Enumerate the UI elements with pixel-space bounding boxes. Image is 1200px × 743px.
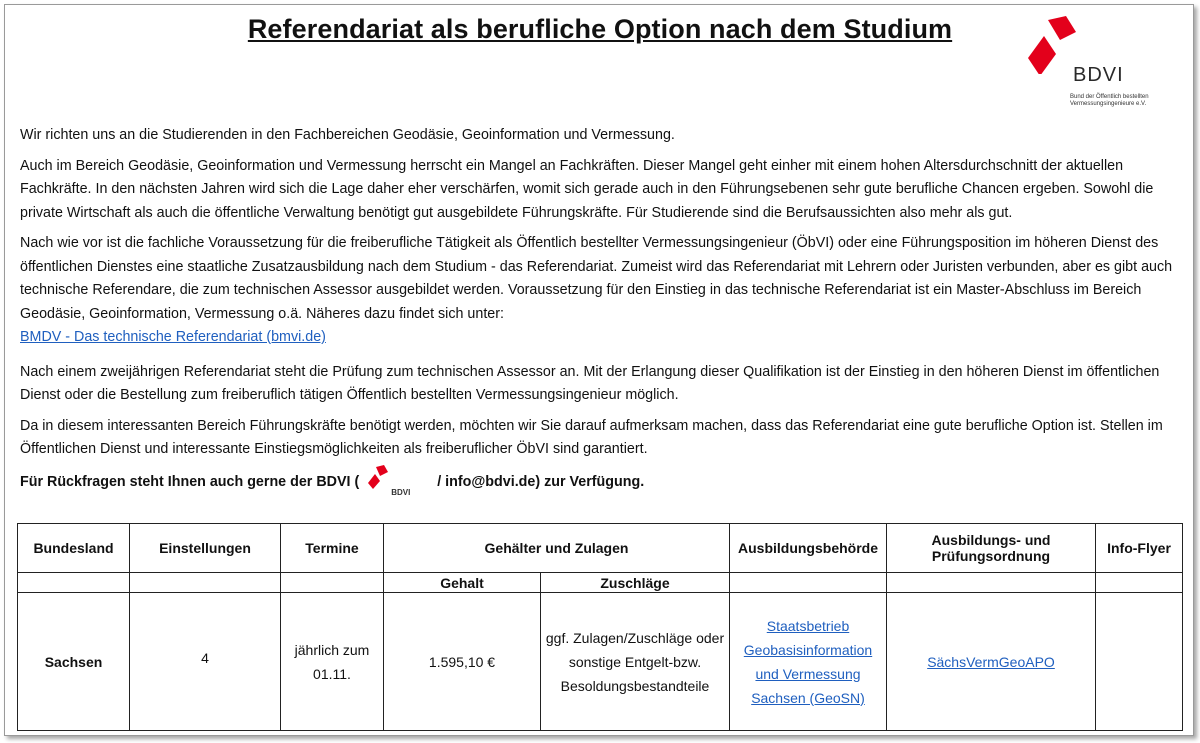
cell-einstellungen: 4 — [130, 593, 281, 731]
subheader-gehalt: Gehalt — [384, 573, 541, 593]
referendariat-table — [17, 523, 1183, 731]
page-title: Referendariat als berufliche Option nach dem Studium — [247, 14, 953, 44]
bdvi-logo[interactable] — [1026, 14, 1149, 124]
contact-text-after: / info@bdvi.de) zur Verfügung. — [437, 473, 645, 490]
header-bundesland: Bundesland — [18, 524, 130, 573]
table-row — [18, 593, 1183, 731]
contact-line — [20, 469, 1180, 497]
subheader-zuschlaege: Zuschläge — [541, 573, 730, 593]
saechsvermgeoapo-link[interactable]: SächsVermGeoAPO — [927, 653, 1055, 670]
cell-zuschlaege: ggf. Zulagen/Zuschläge oder sonstige Entgelt-bzw. Besoldungsbestandteile — [541, 593, 730, 731]
paragraph-shortage: Auch im Bereich Geodäsie, Geoinformation und Vermessung herrscht ein Mangel an Fachkräften. Dieser Mangel geht einher mit einem hohen Altersdurchschnitt der aktuellen Fachkräfte. In den nächsten Jahren wird sich die Lage daher eher verschärfen, womit sich gerade auch in den Führungsebenen sehr gute berufliche Chancen ergeben. Sowohl die private Wirtschaft als auch die öffentliche Verwaltung benötigt gut ausgebildete Führungskräfte. Für Studierende sind die Berufsaussichten also mehr als gut. — [20, 157, 1154, 221]
header-behoerde: Ausbildungsbehörde — [730, 524, 887, 573]
paragraph-intro: Wir richten uns an die Studierenden in den Fachbereichen Geodäsie, Geoinformation und Vermessung. — [20, 127, 675, 143]
paragraph-option: Da in diesem interessanten Bereich Führungskräfte benötigt werden, möchten wir Sie darauf aufmerksam machen, dass das Referendariat eine gute berufliche Option ist. Stellen im Öffentlichen Dienst und interessante Einstiegsmöglichkeiten als freiberuflicher ÖbVI sind garantiert. — [20, 417, 1163, 457]
header-ordnung: Ausbildungs- und Prüfungsordnung — [887, 524, 1096, 573]
cell-gehalt: 1.595,10 € — [384, 593, 541, 731]
paragraph-requirements: Nach wie vor ist die fachliche Voraussetzung für die freiberufliche Tätigkeit als Öffentlich bestellter Vermessungsingenieur (ÖbVI) oder eine Führungsposition im höheren Dienst des öffentlichen Dienstes eine staatliche Zusatzausbildung nach dem Studium - das Referendariat. Zumeist wird das Referendariat mit Lehrern oder Juristen verbunden, aber es gibt auch technische Referendare, die zum technischen Assessor ausgebildet werden. Voraussetzung für den Einstieg in das technische Referendariat ist ein Master-Abschluss im Bereich Geodäsie, Geoinformation, Vermessung o.ä. Näheres dazu findet sich unter: BMDV - Das technische Referendariat (bmvi.de) — [20, 235, 1173, 345]
cell-termine: jährlich zum 01.11. — [281, 593, 384, 731]
cell-behoerde — [730, 593, 887, 731]
bdvi-logo-text: BDVI — [1073, 64, 1124, 86]
contact-text-before: Für Rückfragen steht Ihnen auch gerne der BDVI ( — [20, 473, 360, 490]
header-flyer: Info-Flyer — [1096, 524, 1183, 573]
cell-flyer — [1096, 593, 1183, 731]
cell-bundesland: Sachsen — [18, 593, 130, 731]
table-header-row — [18, 524, 1183, 573]
bdvi-mini-logo — [367, 469, 425, 497]
geosn-link[interactable]: Staatsbetrieb Geobasisinformation und Vermessung Sachsen (GeoSN) — [743, 617, 873, 706]
cell-ordnung — [887, 593, 1096, 731]
header-gehaelter: Gehälter und Zulagen — [384, 524, 730, 573]
bdvi-mini-logo-icon — [367, 465, 393, 489]
body-text — [20, 124, 1180, 497]
header-termine: Termine — [281, 524, 384, 573]
header-einstellungen: Einstellungen — [130, 524, 281, 573]
bmdv-link[interactable]: BMDV - Das technische Referendariat (bmvi.de) — [20, 329, 326, 345]
table-subheader-row — [18, 573, 1183, 593]
bdvi-logo-subtitle: Bund der Öffentlich bestellten Vermessungsingenieure e.V. — [1070, 94, 1149, 107]
paragraph-exam: Nach einem zweijährigen Referendariat steht die Prüfung zum technischen Assessor an. Mit der Erlangung dieser Qualifikation ist der Einstieg in den höheren Dienst im öffentlichen Dienst oder die Bestellung zum freiberuflich tätigen Öffentlich bestellten Vermessungsingenieur möglich. — [20, 363, 1160, 403]
bdvi-mini-logo-text: BDVI — [391, 487, 411, 497]
